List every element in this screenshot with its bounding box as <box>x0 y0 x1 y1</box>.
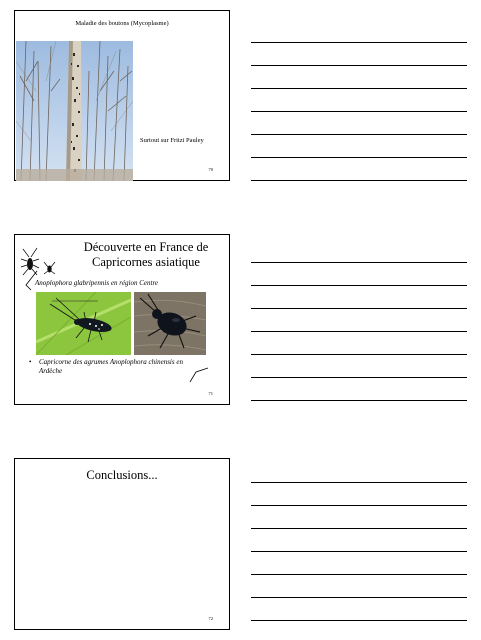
bullet-text: Capricorne des agrumes Anoplophora chinensis en Ardèche <box>39 358 183 375</box>
slide-70 <box>14 10 230 181</box>
note-line <box>251 42 467 43</box>
slide-71 <box>14 234 230 405</box>
note-line <box>251 574 467 575</box>
slide-title: Conclusions... <box>86 468 158 482</box>
note-line <box>251 180 467 181</box>
note-line <box>251 65 467 66</box>
tree-trunk-photo <box>16 41 133 181</box>
slide-title: Maladie des boutons (Mycoplasme) <box>75 20 169 27</box>
note-line <box>251 331 467 332</box>
note-line <box>251 620 467 621</box>
bullet-dot: • <box>29 358 32 366</box>
note-line <box>251 377 467 378</box>
note-line <box>251 262 467 263</box>
note-line <box>251 482 467 483</box>
note-line <box>251 111 467 112</box>
slide-number: 72 <box>208 616 213 621</box>
note-line <box>251 308 467 309</box>
beetle-on-wood-photo <box>134 292 206 355</box>
note-line <box>251 134 467 135</box>
note-line <box>251 505 467 506</box>
note-line <box>251 285 467 286</box>
slide-number: 71 <box>208 391 213 396</box>
slide-number: 70 <box>208 167 213 172</box>
note-line <box>251 88 467 89</box>
insect-icon <box>19 247 59 277</box>
bullet-item <box>29 358 204 376</box>
slide-caption: Surtout sur Fritzi Pauley <box>140 137 204 144</box>
note-line <box>251 551 467 552</box>
note-line <box>251 528 467 529</box>
beetle-on-leaf-photo <box>36 292 131 355</box>
note-line <box>251 400 467 401</box>
slide-subtitle: Anoplophora glabripennis en région Centre <box>35 279 159 287</box>
note-line <box>251 354 467 355</box>
slide-72 <box>14 458 230 630</box>
note-line <box>251 157 467 158</box>
slide-title: Découverte en France de Capricornes asiatique <box>83 240 209 269</box>
note-line <box>251 597 467 598</box>
